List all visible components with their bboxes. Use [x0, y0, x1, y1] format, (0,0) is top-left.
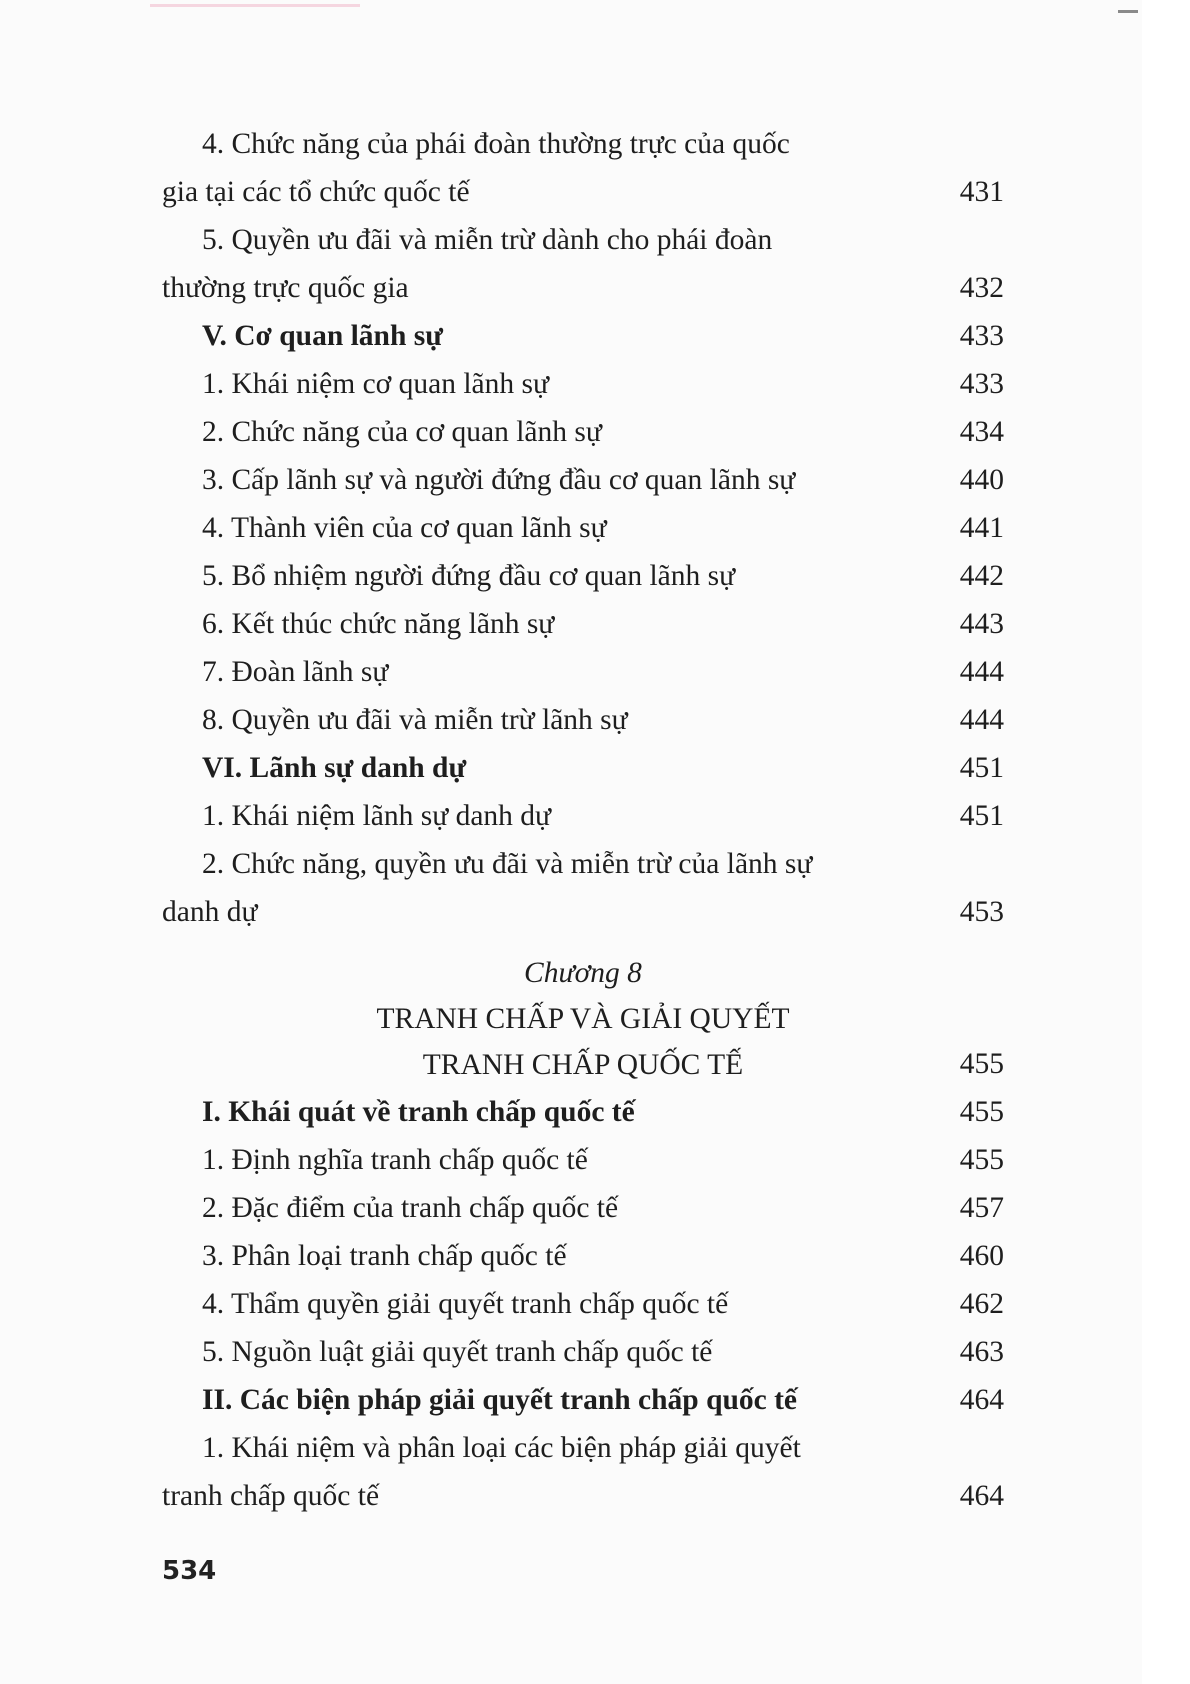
toc-entry [162, 1088, 1004, 1136]
toc-entry-title: 1. Khái niệm lãnh sự danh dự [202, 800, 552, 832]
toc-entry [162, 456, 1004, 504]
toc-entry [162, 1376, 1004, 1424]
toc-entry-title: 1. Khái niệm và phân loại các biện pháp giải quyết [202, 1432, 801, 1464]
toc-entry [162, 648, 1004, 696]
toc-entry-page-number: 443 [959, 608, 1004, 640]
toc-section-after-chapter [162, 1088, 1004, 1520]
toc-entry [162, 120, 1004, 216]
toc-entry [162, 408, 1004, 456]
toc-entry [162, 504, 1004, 552]
toc-entry-title-continued: gia tại các tổ chức quốc tế [162, 176, 470, 208]
toc-entry-page-number: 442 [959, 560, 1004, 592]
toc-entry-title: 8. Quyền ưu đãi và miễn trừ lãnh sự [202, 704, 628, 736]
toc-entry-title: 3. Phân loại tranh chấp quốc tế [202, 1240, 567, 1272]
toc-entry-page-number: 440 [959, 464, 1004, 496]
toc-entry [162, 1328, 1004, 1376]
toc-entry-title: VI. Lãnh sự danh dự [202, 752, 467, 784]
toc-entry-page-number: 451 [959, 752, 1004, 784]
toc-entry [162, 744, 1004, 792]
toc-entry-title: I. Khái quát về tranh chấp quốc tế [202, 1096, 635, 1128]
toc-entry-title: 4. Thành viên của cơ quan lãnh sự [202, 512, 607, 544]
chapter-label: Chương 8 [524, 957, 642, 989]
toc-entry [162, 600, 1004, 648]
toc-entry [162, 1424, 1004, 1520]
toc-entry [162, 216, 1004, 312]
toc-entry [162, 792, 1004, 840]
chapter-page-number: 455 [959, 1048, 1004, 1080]
chapter-title-line-2 [162, 1042, 1004, 1088]
toc-entry-title: 4. Chức năng của phái đoàn thường trực của quốc [202, 128, 790, 160]
toc-entry [162, 696, 1004, 744]
scan-artifact-dash [1118, 10, 1138, 13]
toc-entry-page-number: 451 [959, 800, 1004, 832]
chapter-heading [162, 936, 1004, 1088]
toc-entry-title-continued: danh dự [162, 896, 258, 928]
toc-entry-title: 5. Nguồn luật giải quyết tranh chấp quốc tế [202, 1336, 713, 1368]
toc-entry-title-continued: tranh chấp quốc tế [162, 1480, 380, 1512]
toc-entry-title: 1. Khái niệm cơ quan lãnh sự [202, 368, 549, 400]
toc-entry-page-number: 464 [959, 1384, 1004, 1416]
toc-entry-title: 3. Cấp lãnh sự và người đứng đầu cơ quan lãnh sự [202, 464, 796, 496]
toc-entry-page-number: 441 [959, 512, 1004, 544]
toc-entry-page-number: 453 [959, 896, 1004, 928]
toc-entry [162, 1184, 1004, 1232]
toc-entry-title: 6. Kết thúc chức năng lãnh sự [202, 608, 555, 640]
toc-entry [162, 1232, 1004, 1280]
toc-entry-page-number: 433 [959, 320, 1004, 352]
toc-entry [162, 1280, 1004, 1328]
toc-entry-title: 2. Chức năng, quyền ưu đãi và miễn trừ của lãnh sự [202, 848, 813, 880]
toc-entry-title-continued: thường trực quốc gia [162, 272, 409, 304]
toc-entry [162, 1136, 1004, 1184]
toc-entry-page-number: 464 [959, 1480, 1004, 1512]
toc-entry-page-number: 444 [959, 656, 1004, 688]
toc-entry [162, 840, 1004, 936]
toc-entry-title: II. Các biện pháp giải quyết tranh chấp quốc tế [202, 1384, 798, 1416]
toc-entry-page-number: 462 [959, 1288, 1004, 1320]
toc-entry-page-number: 433 [959, 368, 1004, 400]
toc-entry-title: 2. Đặc điểm của tranh chấp quốc tế [202, 1192, 619, 1224]
toc-entry-page-number: 455 [959, 1144, 1004, 1176]
chapter-title-line-2-text: TRANH CHẤP QUỐC TẾ [422, 1049, 744, 1081]
toc-section-before-chapter [162, 120, 1004, 936]
toc-entry [162, 360, 1004, 408]
toc-entry [162, 312, 1004, 360]
toc-entry-page-number: 431 [959, 176, 1004, 208]
footer-page-number: 534 [162, 1556, 217, 1586]
toc-entry-page-number: 432 [959, 272, 1004, 304]
toc-entry-page-number: 444 [959, 704, 1004, 736]
toc-entry-title: 5. Bổ nhiệm người đứng đầu cơ quan lãnh sự [202, 560, 736, 592]
toc-entry-page-number: 455 [959, 1096, 1004, 1128]
table-of-contents [162, 120, 1004, 1520]
toc-entry-page-number: 463 [959, 1336, 1004, 1368]
toc-entry-title: 1. Định nghĩa tranh chấp quốc tế [202, 1144, 588, 1176]
toc-entry-title: 2. Chức năng của cơ quan lãnh sự [202, 416, 602, 448]
toc-entry [162, 552, 1004, 600]
toc-entry-title: 5. Quyền ưu đãi và miễn trừ dành cho phái đoàn [202, 224, 773, 256]
toc-entry-title: 7. Đoàn lãnh sự [202, 656, 389, 688]
scan-artifact-mark [150, 4, 360, 7]
chapter-title-line-1: TRANH CHẤP VÀ GIẢI QUYẾT [376, 1003, 790, 1035]
toc-entry-page-number: 434 [959, 416, 1004, 448]
scan-margin [1142, 0, 1190, 1684]
toc-entry-page-number: 457 [959, 1192, 1004, 1224]
toc-entry-page-number: 460 [959, 1240, 1004, 1272]
toc-entry-title: 4. Thẩm quyền giải quyết tranh chấp quốc tế [202, 1288, 729, 1320]
toc-entry-title: V. Cơ quan lãnh sự [202, 320, 443, 352]
